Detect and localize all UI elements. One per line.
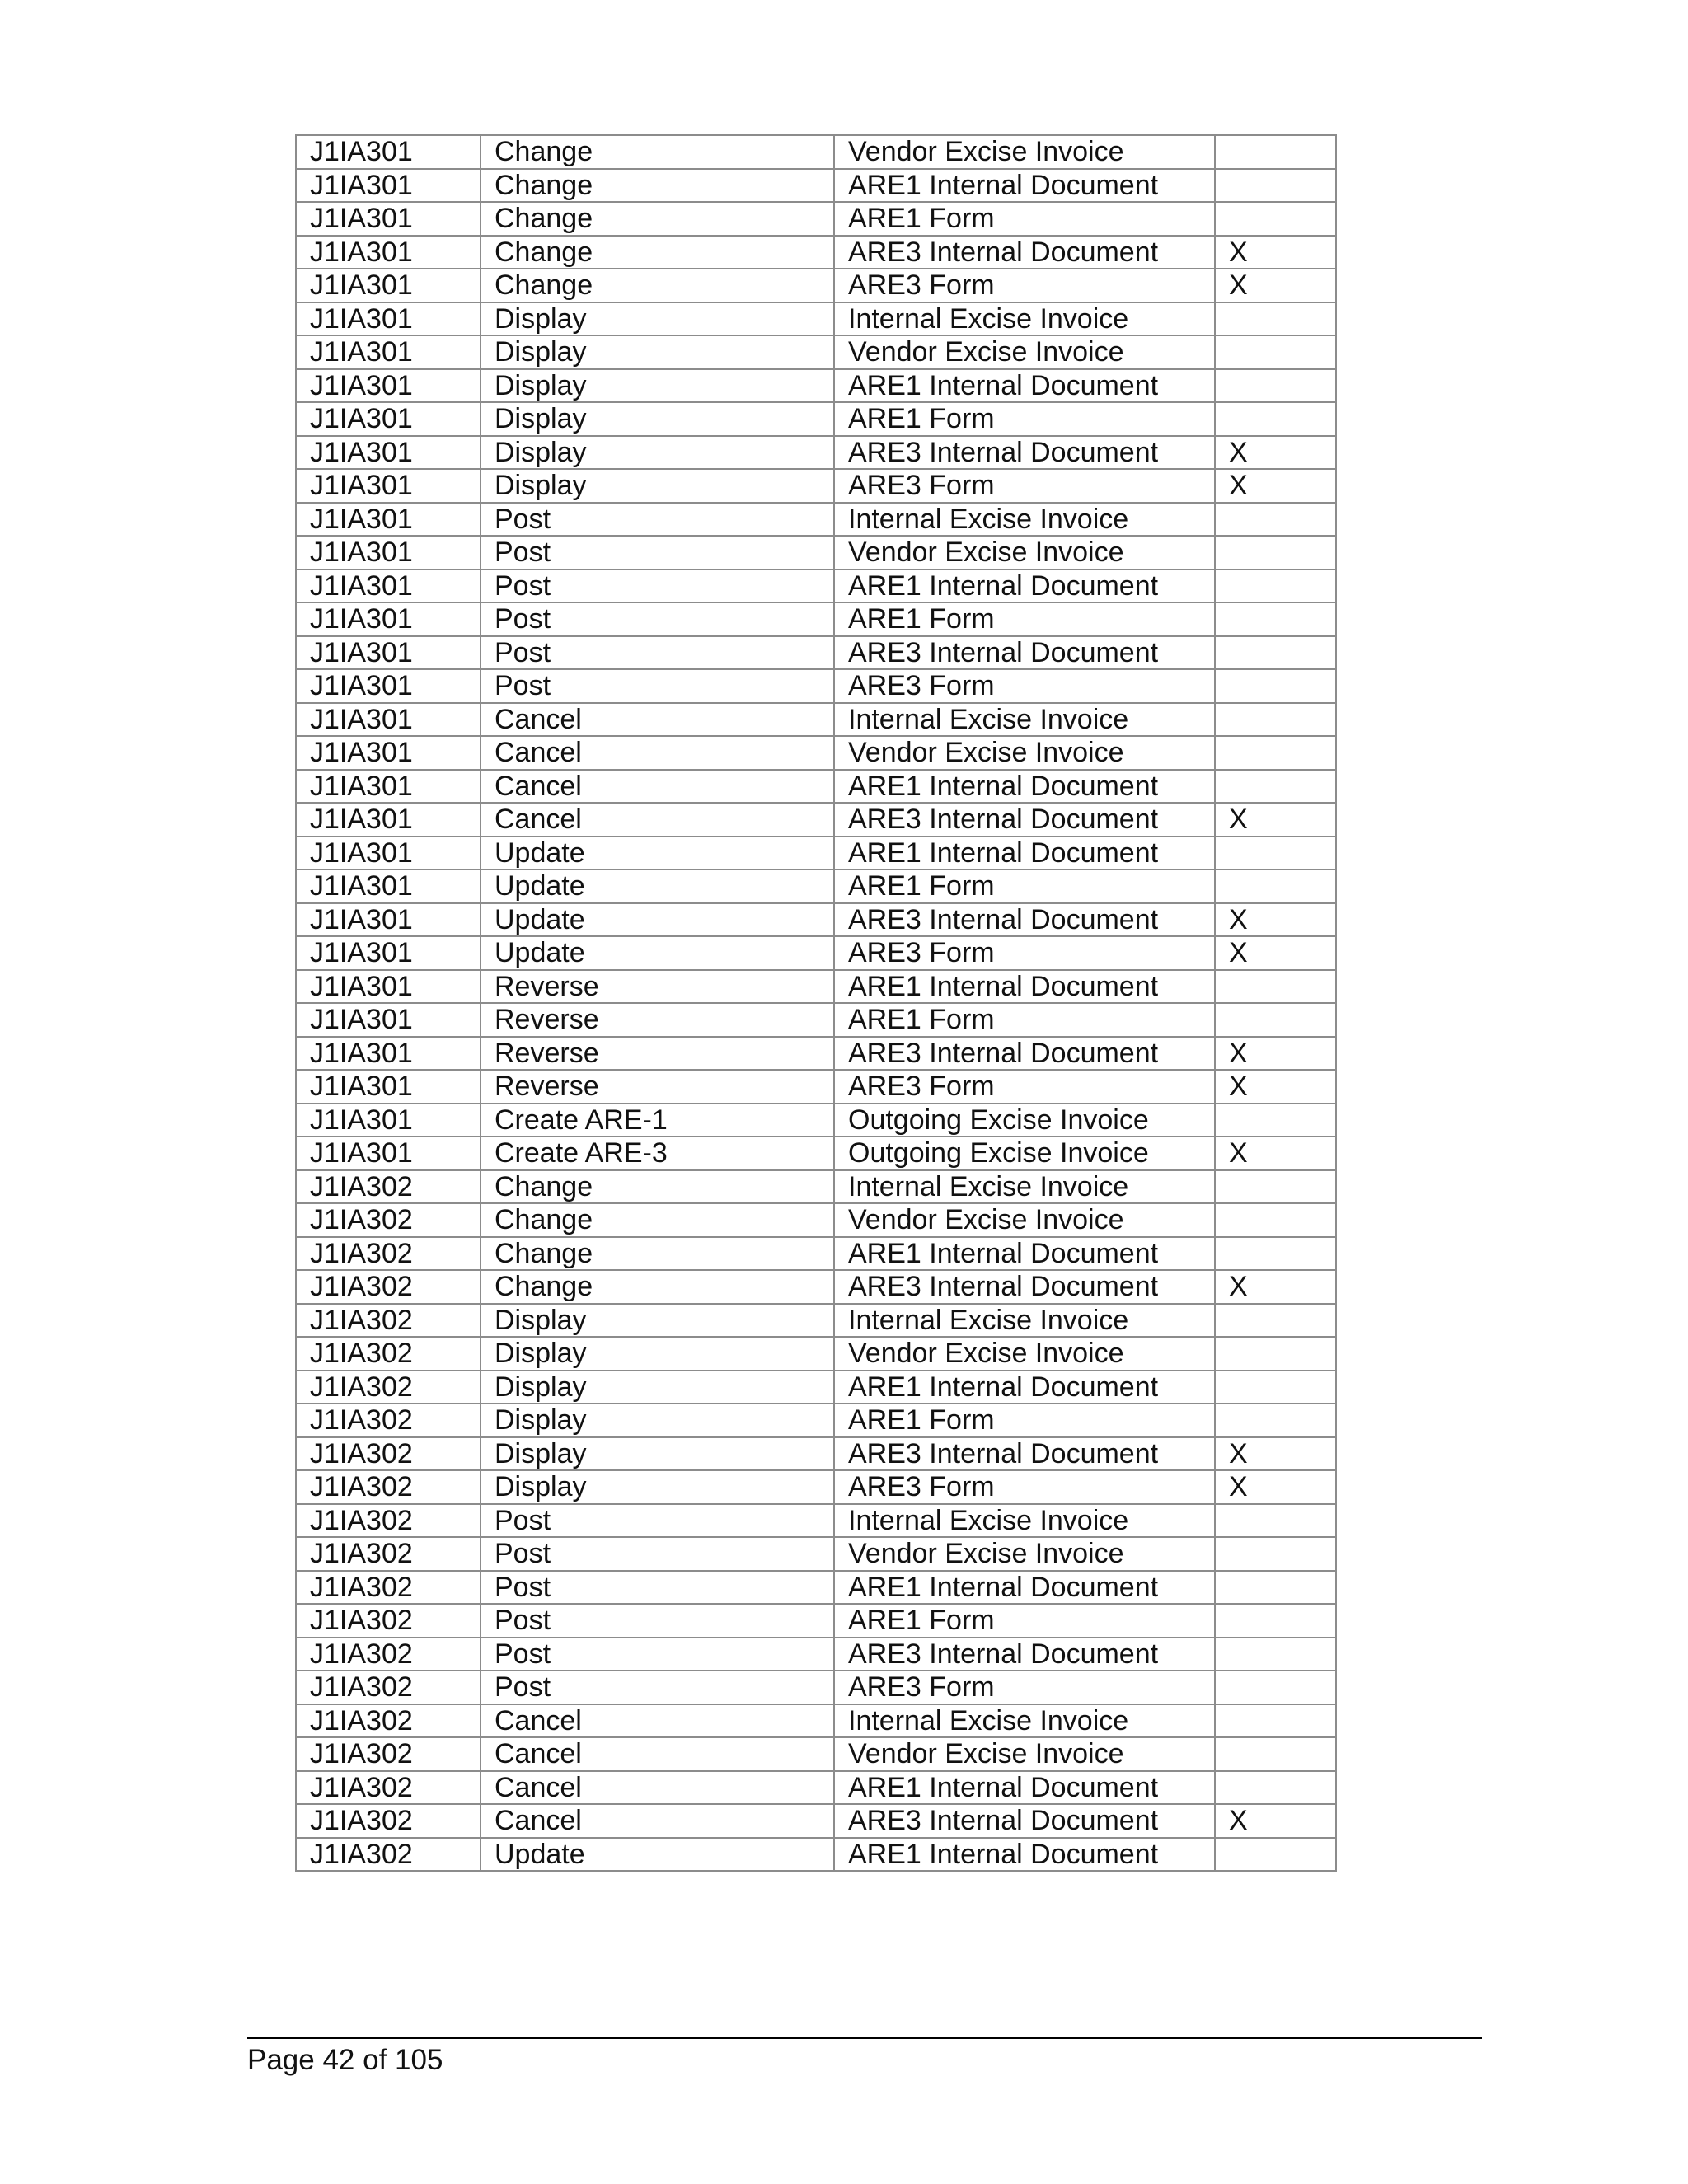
document-type-cell: ARE3 Internal Document <box>834 236 1215 269</box>
action-cell: Cancel <box>481 1704 834 1738</box>
action-cell: Reverse <box>481 1070 834 1104</box>
flag-cell: X <box>1215 1037 1336 1071</box>
transaction-code-cell: J1IA301 <box>296 236 481 269</box>
table-row <box>296 1003 1336 1037</box>
table-row <box>296 1270 1336 1304</box>
document-type-cell: ARE1 Internal Document <box>834 970 1215 1004</box>
table-row <box>296 970 1336 1004</box>
transaction-code-cell: J1IA302 <box>296 1203 481 1237</box>
table-row <box>296 1404 1336 1437</box>
transaction-code-cell: J1IA302 <box>296 1170 481 1204</box>
flag-cell: X <box>1215 1804 1336 1838</box>
transaction-code-cell: J1IA302 <box>296 1838 481 1872</box>
action-cell: Update <box>481 869 834 903</box>
transaction-code-cell: J1IA301 <box>296 402 481 436</box>
action-cell: Change <box>481 1170 834 1204</box>
action-cell: Display <box>481 1404 834 1437</box>
transaction-code-cell: J1IA302 <box>296 1470 481 1504</box>
transaction-code-cell: J1IA301 <box>296 135 481 169</box>
flag-cell <box>1215 1838 1336 1872</box>
transaction-code-cell: J1IA302 <box>296 1704 481 1738</box>
document-type-cell: Vendor Excise Invoice <box>834 335 1215 369</box>
transaction-code-cell: J1IA301 <box>296 536 481 569</box>
action-cell: Reverse <box>481 970 834 1004</box>
table-row <box>296 1170 1336 1204</box>
document-type-cell: ARE1 Internal Document <box>834 770 1215 804</box>
table-row <box>296 636 1336 670</box>
flag-cell <box>1215 569 1336 603</box>
transaction-code-cell: J1IA302 <box>296 1604 481 1638</box>
transaction-code-cell: J1IA302 <box>296 1270 481 1304</box>
table-row <box>296 1571 1336 1605</box>
document-type-cell: ARE3 Form <box>834 1070 1215 1104</box>
flag-cell <box>1215 1771 1336 1805</box>
table-row <box>296 736 1336 770</box>
table-row <box>296 1537 1336 1571</box>
document-type-cell: ARE3 Form <box>834 469 1215 503</box>
flag-cell <box>1215 1337 1336 1371</box>
transaction-code-cell: J1IA301 <box>296 1003 481 1037</box>
action-cell: Change <box>481 169 834 203</box>
action-cell: Update <box>481 1838 834 1872</box>
transaction-code-cell: J1IA301 <box>296 569 481 603</box>
flag-cell <box>1215 1571 1336 1605</box>
table-row <box>296 1737 1336 1771</box>
document-type-cell: ARE1 Internal Document <box>834 837 1215 870</box>
action-cell: Post <box>481 1604 834 1638</box>
authorization-table-body <box>296 135 1336 1871</box>
action-cell: Display <box>481 302 834 336</box>
transaction-code-cell: J1IA302 <box>296 1371 481 1404</box>
table-row <box>296 602 1336 636</box>
table-row <box>296 1304 1336 1338</box>
table-row <box>296 1203 1336 1237</box>
table-row <box>296 236 1336 269</box>
transaction-code-cell: J1IA301 <box>296 302 481 336</box>
table-row <box>296 1037 1336 1071</box>
table-row <box>296 335 1336 369</box>
flag-cell: X <box>1215 936 1336 970</box>
table-row <box>296 1838 1336 1872</box>
table-row <box>296 936 1336 970</box>
transaction-code-cell: J1IA302 <box>296 1437 481 1471</box>
table-row <box>296 1804 1336 1838</box>
table-row <box>296 1237 1336 1271</box>
action-cell: Display <box>481 1437 834 1471</box>
transaction-code-cell: J1IA301 <box>296 169 481 203</box>
document-type-cell: ARE1 Form <box>834 869 1215 903</box>
flag-cell <box>1215 703 1336 737</box>
document-type-cell: ARE3 Form <box>834 269 1215 302</box>
transaction-code-cell: J1IA302 <box>296 1304 481 1338</box>
table-row <box>296 770 1336 804</box>
document-type-cell: Internal Excise Invoice <box>834 503 1215 537</box>
table-row <box>296 703 1336 737</box>
flag-cell <box>1215 837 1336 870</box>
table-row <box>296 837 1336 870</box>
document-type-cell: Internal Excise Invoice <box>834 1504 1215 1538</box>
document-type-cell: ARE3 Internal Document <box>834 1437 1215 1471</box>
transaction-code-cell: J1IA302 <box>296 1571 481 1605</box>
table-row <box>296 1104 1336 1137</box>
action-cell: Post <box>481 636 834 670</box>
transaction-code-cell: J1IA302 <box>296 1404 481 1437</box>
flag-cell <box>1215 636 1336 670</box>
table-row <box>296 169 1336 203</box>
document-type-cell: ARE3 Internal Document <box>834 1270 1215 1304</box>
transaction-code-cell: J1IA301 <box>296 1104 481 1137</box>
transaction-code-cell: J1IA302 <box>296 1771 481 1805</box>
footer-divider <box>247 2037 1482 2039</box>
transaction-code-cell: J1IA302 <box>296 1504 481 1538</box>
document-type-cell: ARE3 Internal Document <box>834 636 1215 670</box>
document-type-cell: ARE3 Form <box>834 936 1215 970</box>
flag-cell <box>1215 970 1336 1004</box>
action-cell: Create ARE-1 <box>481 1104 834 1137</box>
document-type-cell: ARE1 Internal Document <box>834 369 1215 403</box>
document-type-cell: ARE1 Form <box>834 1604 1215 1638</box>
table-row <box>296 569 1336 603</box>
document-type-cell: Vendor Excise Invoice <box>834 1337 1215 1371</box>
table-row <box>296 1638 1336 1671</box>
page-number: Page 42 of 105 <box>247 2044 443 2076</box>
transaction-code-cell: J1IA302 <box>296 1537 481 1571</box>
action-cell: Display <box>481 1304 834 1338</box>
action-cell: Cancel <box>481 770 834 804</box>
flag-cell <box>1215 369 1336 403</box>
document-type-cell: Internal Excise Invoice <box>834 703 1215 737</box>
action-cell: Cancel <box>481 1771 834 1805</box>
transaction-code-cell: J1IA301 <box>296 903 481 937</box>
document-type-cell: ARE1 Internal Document <box>834 1771 1215 1805</box>
table-row <box>296 202 1336 236</box>
flag-cell: X <box>1215 269 1336 302</box>
action-cell: Display <box>481 1371 834 1404</box>
document-type-cell: ARE1 Internal Document <box>834 169 1215 203</box>
action-cell: Change <box>481 135 834 169</box>
table-row <box>296 903 1336 937</box>
action-cell: Post <box>481 669 834 703</box>
flag-cell <box>1215 1304 1336 1338</box>
table-row <box>296 436 1336 470</box>
action-cell: Change <box>481 1237 834 1271</box>
flag-cell <box>1215 1404 1336 1437</box>
transaction-code-cell: J1IA301 <box>296 736 481 770</box>
transaction-code-cell: J1IA301 <box>296 1037 481 1071</box>
flag-cell <box>1215 1237 1336 1271</box>
document-type-cell: ARE3 Internal Document <box>834 1638 1215 1671</box>
action-cell: Reverse <box>481 1003 834 1037</box>
table-row <box>296 369 1336 403</box>
flag-cell: X <box>1215 1437 1336 1471</box>
transaction-code-cell: J1IA301 <box>296 1137 481 1170</box>
table-row <box>296 1470 1336 1504</box>
flag-cell <box>1215 1704 1336 1738</box>
document-type-cell: Internal Excise Invoice <box>834 1170 1215 1204</box>
document-type-cell: ARE3 Internal Document <box>834 903 1215 937</box>
flag-cell: X <box>1215 236 1336 269</box>
action-cell: Post <box>481 569 834 603</box>
action-cell: Change <box>481 269 834 302</box>
transaction-code-cell: J1IA302 <box>296 1237 481 1271</box>
action-cell: Post <box>481 1671 834 1704</box>
flag-cell <box>1215 770 1336 804</box>
action-cell: Update <box>481 903 834 937</box>
transaction-code-cell: J1IA301 <box>296 369 481 403</box>
table-row <box>296 1604 1336 1638</box>
flag-cell: X <box>1215 436 1336 470</box>
document-type-cell: ARE3 Form <box>834 1671 1215 1704</box>
flag-cell <box>1215 869 1336 903</box>
flag-cell <box>1215 736 1336 770</box>
document-type-cell: Outgoing Excise Invoice <box>834 1104 1215 1137</box>
flag-cell: X <box>1215 469 1336 503</box>
table-row <box>296 402 1336 436</box>
document-type-cell: Vendor Excise Invoice <box>834 536 1215 569</box>
action-cell: Post <box>481 1537 834 1571</box>
table-row <box>296 269 1336 302</box>
flag-cell <box>1215 202 1336 236</box>
flag-cell <box>1215 1671 1336 1704</box>
table-row <box>296 869 1336 903</box>
action-cell: Update <box>481 936 834 970</box>
document-type-cell: ARE1 Form <box>834 1003 1215 1037</box>
flag-cell <box>1215 1604 1336 1638</box>
flag-cell <box>1215 536 1336 569</box>
action-cell: Post <box>481 1638 834 1671</box>
document-type-cell: Vendor Excise Invoice <box>834 1203 1215 1237</box>
action-cell: Cancel <box>481 736 834 770</box>
action-cell: Display <box>481 402 834 436</box>
transaction-code-cell: J1IA301 <box>296 335 481 369</box>
document-type-cell: ARE3 Internal Document <box>834 803 1215 837</box>
transaction-code-cell: J1IA301 <box>296 770 481 804</box>
transaction-code-cell: J1IA301 <box>296 869 481 903</box>
action-cell: Cancel <box>481 1737 834 1771</box>
action-cell: Change <box>481 1270 834 1304</box>
flag-cell <box>1215 1638 1336 1671</box>
transaction-code-cell: J1IA302 <box>296 1671 481 1704</box>
table-row <box>296 1704 1336 1738</box>
table-row <box>296 1437 1336 1471</box>
action-cell: Display <box>481 1470 834 1504</box>
transaction-code-cell: J1IA302 <box>296 1804 481 1838</box>
transaction-code-cell: J1IA301 <box>296 837 481 870</box>
flag-cell <box>1215 1737 1336 1771</box>
table-row <box>296 135 1336 169</box>
document-type-cell: Internal Excise Invoice <box>834 302 1215 336</box>
document-type-cell: ARE1 Internal Document <box>834 1571 1215 1605</box>
document-type-cell: ARE1 Internal Document <box>834 1371 1215 1404</box>
action-cell: Post <box>481 536 834 569</box>
action-cell: Cancel <box>481 703 834 737</box>
action-cell: Post <box>481 1504 834 1538</box>
action-cell: Create ARE-3 <box>481 1137 834 1170</box>
flag-cell <box>1215 602 1336 636</box>
table-row <box>296 1671 1336 1704</box>
action-cell: Cancel <box>481 803 834 837</box>
action-cell: Update <box>481 837 834 870</box>
table-row <box>296 1337 1336 1371</box>
document-type-cell: ARE1 Internal Document <box>834 1237 1215 1271</box>
flag-cell: X <box>1215 1270 1336 1304</box>
table-row <box>296 503 1336 537</box>
document-type-cell: ARE1 Internal Document <box>834 1838 1215 1872</box>
flag-cell <box>1215 1003 1336 1037</box>
document-type-cell: ARE3 Form <box>834 669 1215 703</box>
document-type-cell: ARE3 Internal Document <box>834 1804 1215 1838</box>
transaction-code-cell: J1IA301 <box>296 436 481 470</box>
document-type-cell: ARE3 Form <box>834 1470 1215 1504</box>
authorization-table <box>295 134 1337 1872</box>
action-cell: Display <box>481 1337 834 1371</box>
transaction-code-cell: J1IA301 <box>296 602 481 636</box>
table-row <box>296 669 1336 703</box>
transaction-code-cell: J1IA301 <box>296 469 481 503</box>
flag-cell <box>1215 1371 1336 1404</box>
action-cell: Change <box>481 236 834 269</box>
action-cell: Display <box>481 436 834 470</box>
action-cell: Post <box>481 602 834 636</box>
flag-cell <box>1215 1104 1336 1137</box>
transaction-code-cell: J1IA301 <box>296 269 481 302</box>
document-type-cell: ARE3 Internal Document <box>834 1037 1215 1071</box>
transaction-code-cell: J1IA301 <box>296 202 481 236</box>
document-type-cell: ARE1 Form <box>834 402 1215 436</box>
flag-cell <box>1215 402 1336 436</box>
document-type-cell: ARE1 Form <box>834 202 1215 236</box>
transaction-code-cell: J1IA302 <box>296 1737 481 1771</box>
table-row <box>296 803 1336 837</box>
flag-cell <box>1215 135 1336 169</box>
table-row <box>296 469 1336 503</box>
transaction-code-cell: J1IA301 <box>296 636 481 670</box>
flag-cell: X <box>1215 1470 1336 1504</box>
transaction-code-cell: J1IA301 <box>296 936 481 970</box>
action-cell: Change <box>481 1203 834 1237</box>
document-type-cell: ARE1 Form <box>834 1404 1215 1437</box>
document-type-cell: ARE1 Form <box>834 602 1215 636</box>
flag-cell <box>1215 302 1336 336</box>
document-type-cell: Vendor Excise Invoice <box>834 1737 1215 1771</box>
flag-cell <box>1215 1170 1336 1204</box>
document-type-cell: Internal Excise Invoice <box>834 1704 1215 1738</box>
transaction-code-cell: J1IA302 <box>296 1638 481 1671</box>
flag-cell <box>1215 503 1336 537</box>
flag-cell: X <box>1215 1070 1336 1104</box>
transaction-code-cell: J1IA301 <box>296 970 481 1004</box>
table-row <box>296 1137 1336 1170</box>
flag-cell <box>1215 1504 1336 1538</box>
document-type-cell: ARE3 Internal Document <box>834 436 1215 470</box>
table-row <box>296 1371 1336 1404</box>
transaction-code-cell: J1IA301 <box>296 503 481 537</box>
action-cell: Post <box>481 1571 834 1605</box>
document-type-cell: Internal Excise Invoice <box>834 1304 1215 1338</box>
document-type-cell: Vendor Excise Invoice <box>834 1537 1215 1571</box>
document-type-cell: ARE1 Internal Document <box>834 569 1215 603</box>
flag-cell <box>1215 335 1336 369</box>
action-cell: Change <box>481 202 834 236</box>
document-type-cell: Outgoing Excise Invoice <box>834 1137 1215 1170</box>
flag-cell: X <box>1215 803 1336 837</box>
transaction-code-cell: J1IA302 <box>296 1337 481 1371</box>
table-row <box>296 1070 1336 1104</box>
transaction-code-cell: J1IA301 <box>296 703 481 737</box>
action-cell: Post <box>481 503 834 537</box>
document-type-cell: Vendor Excise Invoice <box>834 135 1215 169</box>
transaction-code-cell: J1IA301 <box>296 803 481 837</box>
table-row <box>296 1504 1336 1538</box>
action-cell: Display <box>481 469 834 503</box>
action-cell: Cancel <box>481 1804 834 1838</box>
transaction-code-cell: J1IA301 <box>296 669 481 703</box>
flag-cell <box>1215 1203 1336 1237</box>
action-cell: Display <box>481 369 834 403</box>
document-type-cell: Vendor Excise Invoice <box>834 736 1215 770</box>
flag-cell <box>1215 169 1336 203</box>
action-cell: Display <box>481 335 834 369</box>
flag-cell <box>1215 1537 1336 1571</box>
flag-cell: X <box>1215 903 1336 937</box>
table-row <box>296 1771 1336 1805</box>
table-row <box>296 536 1336 569</box>
flag-cell <box>1215 669 1336 703</box>
action-cell: Reverse <box>481 1037 834 1071</box>
transaction-code-cell: J1IA301 <box>296 1070 481 1104</box>
flag-cell: X <box>1215 1137 1336 1170</box>
table-row <box>296 302 1336 336</box>
